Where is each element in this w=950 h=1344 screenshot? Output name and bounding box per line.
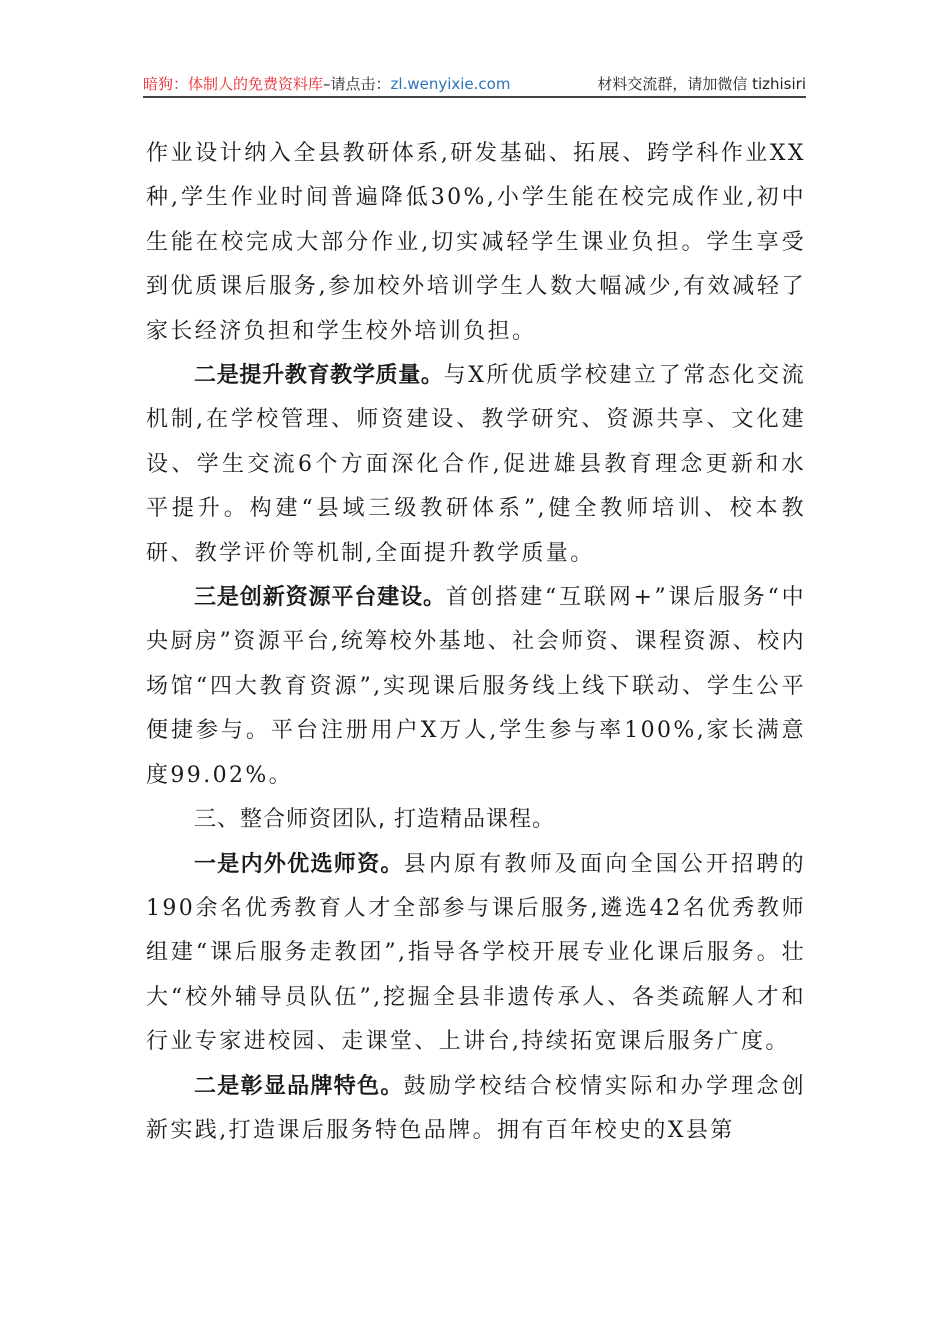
paragraph-teachers xyxy=(146,843,806,1065)
paragraph-text: 首创搭建“互联网+”课后服务“中央厨房”资源平台,统筹校外基地、社会师资、课程资源、校内场馆“四大教育资源”,实现课后服务线上线下联动、学生公平便捷参与。平台注册用户X万人,学生参与率100%,家长满意度99.02%。 xyxy=(146,585,806,788)
header-link[interactable]: zl.wenyixie.com xyxy=(390,75,511,93)
paragraph-brand xyxy=(146,1065,806,1154)
document-body xyxy=(146,132,806,1153)
paragraph-text: 与X所优质学校建立了常态化交流机制,在学校管理、师资建设、教学研究、资源共享、文化建设、学生交流6个方面深化合作,促进雄县教育理念更新和水平提升。构建“县域三级教研体系”,健全教师培训、校本教研、教学评价等机制,全面提升教学质量。 xyxy=(146,363,806,566)
header-divider xyxy=(143,96,806,98)
paragraph-lead: 三是创新资源平台建设。 xyxy=(194,585,446,611)
page-header xyxy=(143,66,806,94)
header-left xyxy=(143,74,510,94)
paragraph-text: 县内原有教师及面向全国公开招聘的190余名优秀教育人才全部参与课后服务,遴选42名优秀教师组建“课后服务走教团”,指导各学校开展专业化课后服务。壮大“校外辅导员队伍”,挖掘全县非遗传承人、各类疏解人才和行业专家进校园、走课堂、上讲台,持续拓宽课后服务广度。 xyxy=(146,851,806,1055)
paragraph-lead: 一是内外优选师资。 xyxy=(194,851,404,877)
paragraph-quality xyxy=(146,354,806,576)
paragraph-text: 鼓励学校结合校情实际和办学理念创新实践,打造课后服务特色品牌。拥有百年校史的X县第 xyxy=(146,1073,806,1143)
section-heading: 三、整合师资团队, 打造精品课程。 xyxy=(194,807,555,833)
header-brand: 暗狗：体制人的免费资料库 xyxy=(143,75,324,93)
paragraph-lead: 二是提升教育教学质量。 xyxy=(194,363,444,389)
header-link-prefix: –请点击： xyxy=(323,75,391,93)
paragraph-text: 作业设计纳入全县教研体系,研发基础、拓展、跨学科作业XX种,学生作业时间普遍降低30%,小学生能在校完成作业,初中生能在校完成大部分作业,切实减轻学生课业负担。学生享受到优质课后服务,参加校外培训学生人数大幅减少,有效减轻了家长经济负担和学生校外培训负担。 xyxy=(146,141,806,344)
paragraph-lead: 二是彰显品牌特色。 xyxy=(194,1073,404,1099)
paragraph-platform xyxy=(146,576,806,798)
header-contact: 材料交流群，请加微信 tizhisiri xyxy=(597,75,806,93)
paragraph-continuation xyxy=(146,132,806,354)
